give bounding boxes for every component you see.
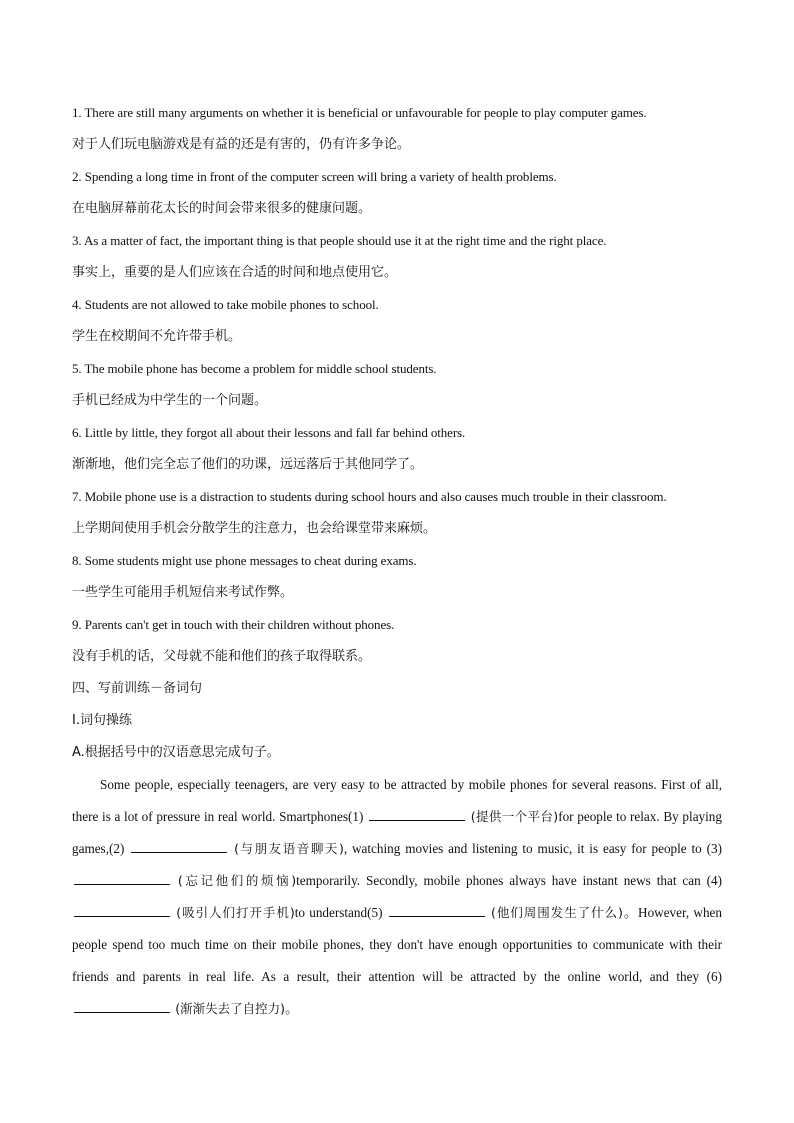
sentence-4-zh: 学生在校期间不允许带手机。 bbox=[72, 329, 242, 344]
sentence-5-zh: 手机已经成为中学生的一个问题。 bbox=[72, 393, 268, 408]
passage-text-2: for people to relax. By playing games,(2) bbox=[72, 809, 722, 856]
passage-text-3: , watching movies and listening to music, it is easy for people to (3) bbox=[343, 841, 722, 856]
sentence-7-en: 7. Mobile phone use is a distraction to students during school hours and also causes much trouble in their classroom. bbox=[72, 489, 667, 504]
passage-text-4: temporarily. Secondly, mobile phones always have instant news that can (4) bbox=[296, 873, 723, 888]
hint-1: (提供一个平台) bbox=[470, 809, 559, 824]
sentence-6-zh: 渐渐地，他们完全忘了他们的功课，远远落后于其他同学了。 bbox=[72, 457, 424, 472]
sentence-3-zh: 事实上，重要的是人们应该在合适的时间和地点使用它。 bbox=[72, 265, 398, 280]
answer-blank-1[interactable] bbox=[369, 808, 465, 821]
sentence-8-en: 8. Some students might use phone messages to cheat during exams. bbox=[72, 553, 417, 568]
hint-4: (吸引人们打开手机) bbox=[176, 905, 295, 920]
hint-3: (忘记他们的烦恼) bbox=[177, 873, 297, 888]
document-page bbox=[72, 97, 722, 1025]
answer-blank-2[interactable] bbox=[131, 840, 227, 853]
passage-text-5: to understand(5) bbox=[294, 905, 383, 920]
passage-text-7: 。 bbox=[285, 1001, 299, 1016]
sentence-2-zh: 在电脑屏幕前花太长的时间会带来很多的健康问题。 bbox=[72, 201, 372, 216]
hint-2: (与朋友语音聊天) bbox=[234, 841, 344, 856]
sentence-4-en: 4. Students are not allowed to take mobile phones to school. bbox=[72, 297, 379, 312]
sentence-8-zh: 一些学生可能用手机短信来考试作弊。 bbox=[72, 585, 294, 600]
sentence-1-zh: 对于人们玩电脑游戏是有益的还是有害的，仍有许多争论。 bbox=[72, 137, 411, 152]
passage-text-1: Some people, especially teenagers, are very easy to be attracted by mobile phones for several reasons. First of all, there is a lot of pressure in real world. Smartphones(1) bbox=[72, 777, 722, 824]
passage-text-6: 。However, when people spend too much time on their mobile phones, they don't have enough opportunities to communicate with their friends and parents in real life. As a result, their attention will be attracted by the online world, and they (6) bbox=[72, 905, 722, 984]
answer-blank-6[interactable] bbox=[74, 1000, 170, 1013]
sentence-7-zh: 上学期间使用手机会分散学生的注意力，也会给课堂带来麻烦。 bbox=[72, 521, 437, 536]
subsection-heading: I.词句操练 bbox=[72, 713, 132, 728]
answer-blank-4[interactable] bbox=[74, 904, 170, 917]
hint-6: (渐渐失去了自控力) bbox=[175, 1001, 286, 1016]
answer-blank-5[interactable] bbox=[389, 904, 485, 917]
exercise-passage bbox=[72, 769, 722, 1025]
sentence-9-en: 9. Parents can't get in touch with their children without phones. bbox=[72, 617, 395, 632]
hint-5: (他们周围发生了什么) bbox=[491, 905, 623, 920]
sentence-2-en: 2. Spending a long time in front of the computer screen will bring a variety of health problems. bbox=[72, 169, 557, 184]
exercise-heading: A.根据括号中的汉语意思完成句子。 bbox=[72, 745, 280, 760]
sentence-5-en: 5. The mobile phone has become a problem for middle school students. bbox=[72, 361, 437, 376]
sentence-3-en: 3. As a matter of fact, the important thing is that people should use it at the right time and the right place. bbox=[72, 233, 607, 248]
answer-blank-3[interactable] bbox=[74, 872, 170, 885]
sentence-9-zh: 没有手机的话，父母就不能和他们的孩子取得联系。 bbox=[72, 649, 372, 664]
sentence-1-en: 1. There are still many arguments on whether it is beneficial or unfavourable for people to play computer games. bbox=[72, 105, 647, 120]
section-heading: 四、写前训练－备词句 bbox=[72, 681, 203, 696]
sentence-6-en: 6. Little by little, they forgot all about their lessons and fall far behind others. bbox=[72, 425, 466, 440]
